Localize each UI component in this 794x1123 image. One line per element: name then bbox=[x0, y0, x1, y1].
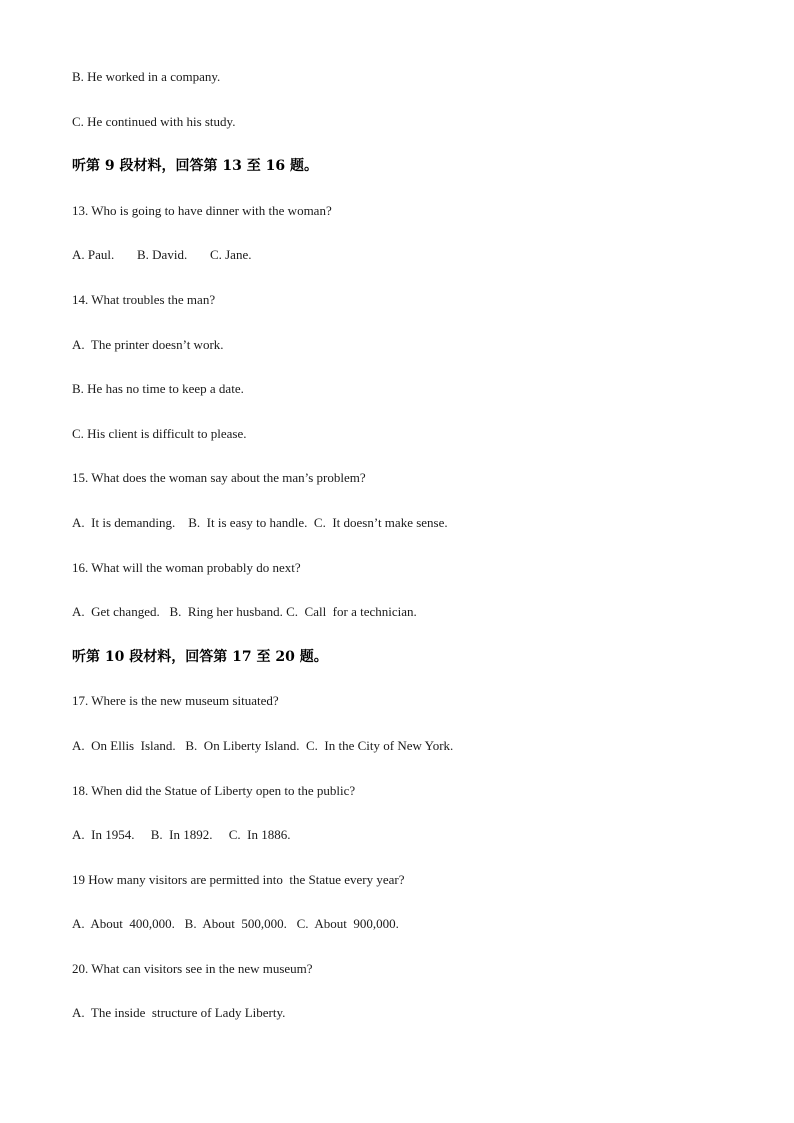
option-line: A. It is demanding. B. It is easy to handle. C. It doesn’t make sense. bbox=[72, 514, 448, 530]
option-line: B. He has no time to keep a date. bbox=[72, 381, 244, 397]
option-line: C. His client is difficult to please. bbox=[72, 425, 247, 441]
question-line: 13. Who is going to have dinner with the woman? bbox=[72, 202, 332, 218]
question-line: 15. What does the woman say about the man’s problem? bbox=[72, 470, 366, 486]
question-line: 14. What troubles the man? bbox=[72, 291, 216, 307]
option-line: A. The inside structure of Lady Liberty. bbox=[72, 1005, 286, 1021]
option-line: A. The printer doesn’t work. bbox=[72, 336, 224, 352]
option-line: A. About 400,000. B. About 500,000. C. About 900,000. bbox=[72, 916, 399, 932]
option-line: A. Get changed. B. Ring her husband. C. Call for a technician. bbox=[72, 604, 417, 620]
option-line: A. In 1954. B. In 1892. C. In 1886. bbox=[72, 827, 291, 843]
question-line: 16. What will the woman probably do next? bbox=[72, 559, 301, 575]
option-line: B. He worked in a company. bbox=[72, 69, 221, 84]
question-line: 17. Where is the new museum situated? bbox=[72, 693, 279, 709]
option-line: A. Paul. B. David. C. Jane. bbox=[72, 247, 252, 263]
section-heading: 听第 10 段材料，回答第 17 至 20 题。 bbox=[72, 648, 328, 665]
question-line: 19 How many visitors are permitted into the Statue every year? bbox=[72, 871, 405, 887]
option-line: C. He continued with his study. bbox=[72, 113, 236, 129]
option-line: A. On Ellis Island. B. On Liberty Island. C. In the City of New York. bbox=[72, 737, 454, 753]
question-line: 20. What can visitors see in the new museum? bbox=[72, 960, 313, 976]
section-heading: 听第 9 段材料，回答第 13 至 16 题。 bbox=[72, 158, 318, 175]
question-line: 18. When did the Statue of Liberty open to the public? bbox=[72, 782, 356, 798]
document-page bbox=[72, 66, 732, 1047]
